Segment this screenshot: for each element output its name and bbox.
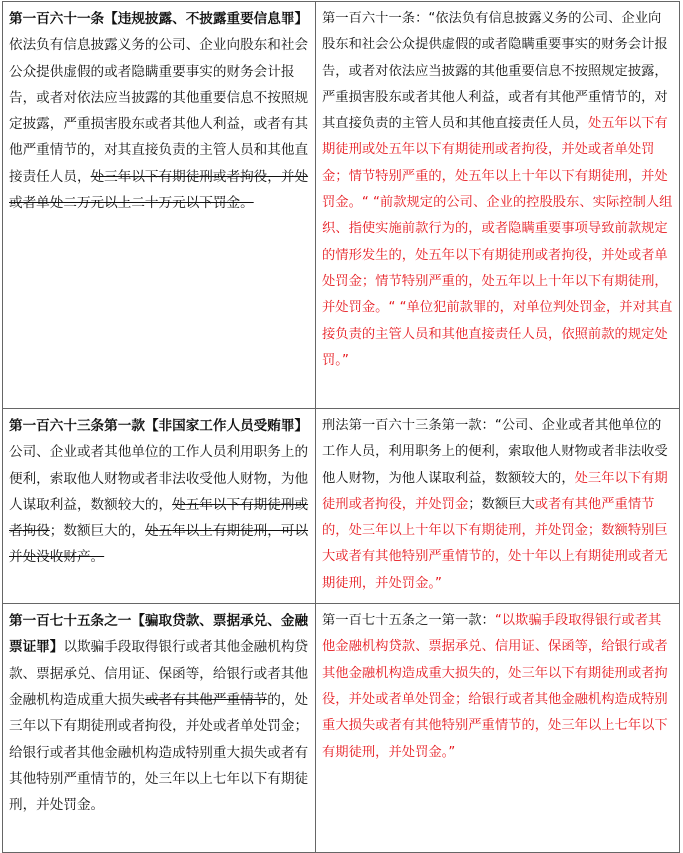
provision-text: 第一百七十五条之一第一款：: [322, 613, 495, 629]
table-row: [3, 2, 680, 409]
amended-text: 处三年以下有期徒刑或者拘役，并处罚金: [322, 470, 668, 512]
amended-text: 处五年以下有期徒刑或处五年以下有期徒刑或者拘役，并处或者单处罚金；情节特别严重的，处五年以上十年以下有期徒刑，并处罚金。“ “前款规定的公司、企业的控股股东、实际控制人组织、指使实施前款行为的，或者隐瞒重要事项导致前款规定的情形发生的，处五年以下有期徒刑或者拘役，并处或者单处罚金；情节特别严重的，处五年以上十年以下有期徒刑，并处罚金。“ “单位犯前款罪的，对单位判处罚金，并对其直接负责的主管人员和其他直接责任人员，依照前款的规定处罚。”: [322, 116, 673, 368]
crime-title: 【非国家工作人员受贿罪】: [144, 418, 309, 434]
article-number: 第一百六十三条第一款: [9, 418, 145, 434]
article-number: 第一百六十一条: [9, 11, 105, 27]
provision-text: ；数额巨大: [468, 496, 535, 512]
old-provision-cell: [3, 604, 316, 853]
provision-text: 依法负有信息披露义务的公司、企业向股东和社会公众提供虚假的或者隐瞒重要事实的财务会计报告，或者对依法应当披露的其他重要信息不按照规定披露，严重损害股东或者其他人利益，或者有其他严重情节的，对其直接负责的主管人员和其他直接责任人员，: [9, 37, 309, 185]
new-provision-cell: [316, 409, 680, 604]
old-provision-cell: [3, 409, 316, 604]
crime-title: 【骗取贷款、票据承兑、金融票证罪】: [9, 613, 309, 656]
new-provision-cell: [316, 2, 680, 409]
deleted-text: 处三年以下有期徒刑或者拘役，并处或者单处二万元以上二十万元以下罚金。: [9, 168, 309, 212]
new-provision-cell: [316, 604, 680, 853]
provision-text: 公司、企业或者其他单位的工作人员利用职务上的便利，索取他人财物或者非法收受他人财物，为他人谋取利益，数额较大的，: [9, 444, 309, 513]
deleted-text: 或者有其他严重情节: [144, 691, 268, 708]
amended-text: 或者有其他严重情节的，处三年以上十年以下有期徒刑，并处罚金；数额特别巨大或者有其他特别严重情节的，处十年以上有期徒刑或者无期徒刑，并处罚金。”: [322, 496, 668, 591]
old-provision-cell: [3, 2, 316, 409]
amended-text: “以欺骗手段取得银行或者其他金融机构贷款、票据承兑、信用证、保函等，给银行或者其他金融机构造成重大损失的，处三年以下有期徒刑或者拘役，并处或者单处罚金；给银行或者其他金融机构造成特别重大损失或者有其他特别严重情节的，处三年以上七年以下有期徒刑，并处罚金。”: [322, 613, 668, 760]
law-comparison-table: [2, 1, 680, 853]
table-row: [3, 604, 680, 853]
table-row: [3, 409, 680, 604]
crime-title: 【违规披露、不披露重要信息罪】: [104, 11, 309, 27]
article-number: 第一百七十五条之一: [9, 613, 132, 630]
provision-text: 刑法第一百六十三条第一款：“公司、企业或者其他单位的工作人员，利用职务上的便利，索取他人财物或者非法收受他人财物，为他人谋取利益，数额较大的，: [322, 418, 668, 486]
deleted-text: 处五年以下有期徒刑或者拘役: [9, 496, 309, 540]
deleted-text: 处五年以上有期徒刑，可以并处没收财产。: [9, 523, 309, 566]
provision-text: 以欺骗手段取得银行或者其他金融机构贷款、票据承兑、信用证、保函等，给银行或者其他金融机构造成重大损失: [9, 639, 309, 708]
provision-text: 第一百六十一条：“依法负有信息披露义务的公司、企业向股东和社会公众提供虚假的或者隐瞒重要事实的财务会计报告，或者对依法应当披露的其他重要信息不按照规定披露，严重损害股东或者其他人利益，或者有其他严重情节的，对其直接负责的主管人员和其他直接责任人员，: [322, 11, 668, 132]
provision-text: 的，处三年以下有期徒刑或者拘役，并处或者单处罚金；给银行或者其他金融机构造成特别重大损失或者有其他特别严重情节的，处三年以上七年以下有期徒刑，并处罚金。: [9, 691, 309, 814]
provision-text: ；数额巨大的，: [49, 523, 145, 540]
